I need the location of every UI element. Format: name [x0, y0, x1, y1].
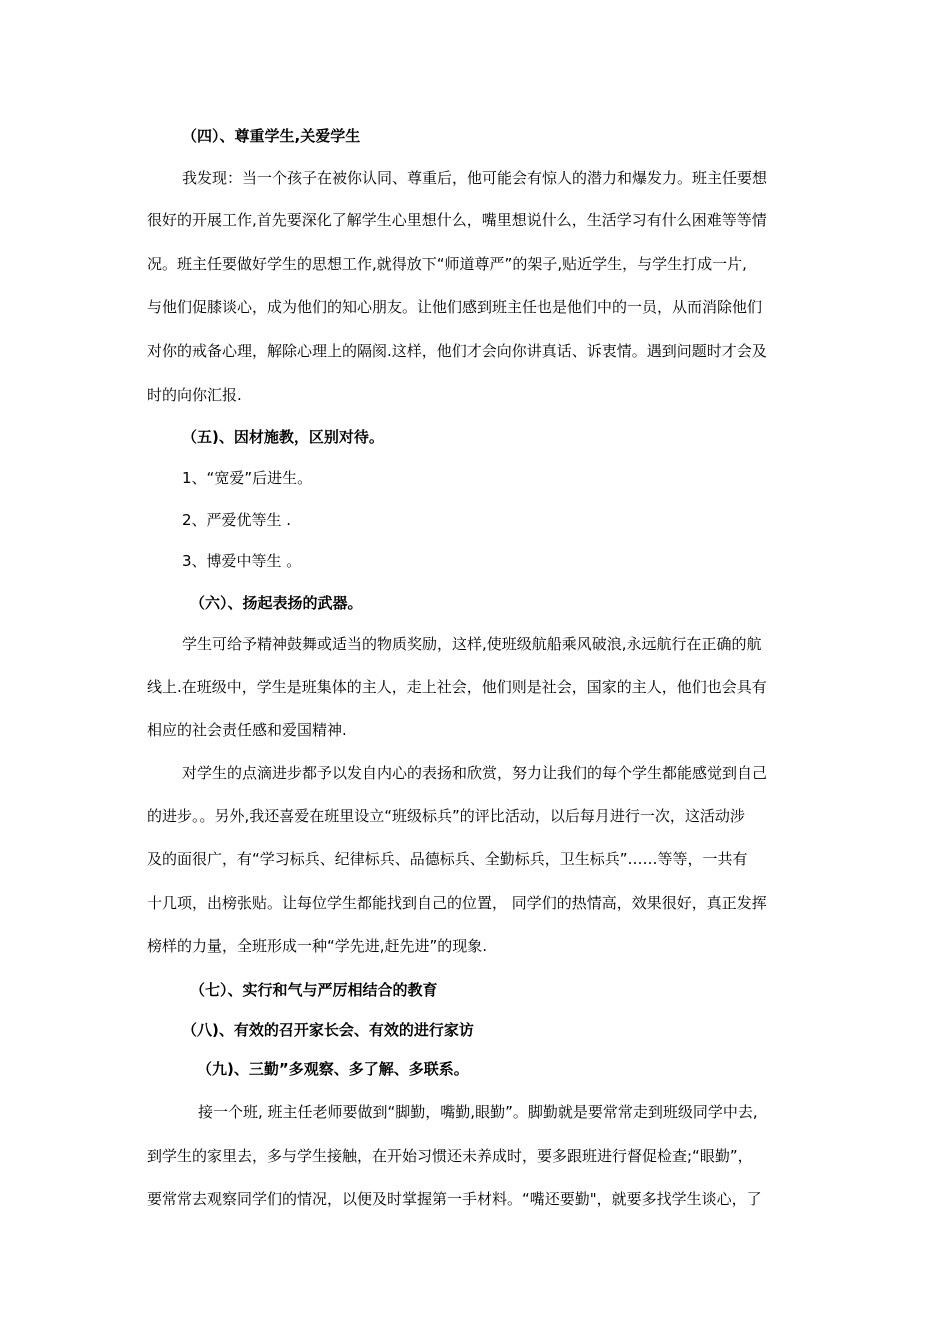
paragraph-line: 我发现：当一个孩子在被你认同、尊重后，他可能会有惊人的潜力和爆发力。班主任要想 — [182, 169, 768, 187]
list-item: 2、严爱优等生 . — [182, 511, 292, 529]
paragraph-line: 及的面很广，有“学习标兵、纪律标兵、品德标兵、全勤标兵，卫生标兵”……等等，一共有 — [147, 850, 748, 868]
paragraph-line: 线上.在班级中，学生是班集体的主人，走上社会，他们则是社会，国家的主人，他们也会具有 — [147, 678, 767, 696]
paragraph-line: 十几项，出榜张贴。让每位学生都能找到自己的位置， 同学们的热情高，效果很好，真正发挥 — [147, 894, 767, 912]
list-item: 3、博爱中等生 。 — [182, 552, 302, 570]
heading-4: （四）、尊重学生,关爱学生 — [182, 127, 361, 145]
paragraph-line: 学生可给予精神鼓舞或适当的物质奖励，这样,使班级航船乘风破浪,永远航行在正确的航 — [182, 635, 762, 653]
paragraph-line: 要常常去观察同学们的情况，以便及时掌握第一手材料。“嘴还要勤"，就要多找学生谈心，了 — [147, 1190, 762, 1208]
paragraph-line: 很好的开展工作,首先要深化了解学生心里想什么，嘴里想说什么，生活学习有什么困难等等情 — [147, 211, 767, 229]
heading-6: （六）、扬起表扬的武器。 — [190, 594, 363, 612]
paragraph-line: 对你的戒备心理，解除心理上的隔阂.这样，他们才会向你讲真话、诉衷情。遇到问题时才会及 — [147, 342, 767, 360]
paragraph-line: 到学生的家里去，多与学生接触，在开始习惯还未养成时，要多跟班进行督促检查;“眼勤”， — [147, 1147, 753, 1165]
paragraph-line: 时的向你汇报. — [147, 386, 242, 404]
paragraph-line: 对学生的点滴进步都予以发自内心的表扬和欣赏，努力让我们的每个学生都能感觉到自己 — [182, 764, 768, 782]
paragraph-line: 与他们促膝谈心，成为他们的知心朋友。让他们感到班主任也是他们中的一员，从而消除他们 — [147, 298, 763, 316]
paragraph-line: 榜样的力量，全班形成一种“学先进,赶先进”的现象. — [147, 937, 488, 955]
paragraph-line: 相应的社会责任感和爱国精神. — [147, 721, 347, 739]
paragraph-line: 接一个班, 班主任老师要做到“脚勤，嘴勤,眼勤”。脚勤就是要常常走到班级同学中去, — [198, 1103, 758, 1121]
paragraph-line: 况。班主任要做好学生的思想工作,就得放下“师道尊严”的架子,贴近学生，与学生打成一片, — [147, 255, 747, 273]
heading-7: （七）、实行和气与严厉相结合的教育 — [190, 981, 438, 999]
heading-9: （九)、三勤”多观察、多了解、多联系。 — [197, 1060, 469, 1078]
paragraph-line: 的进步。。另外,我还喜爱在班里设立“班级标兵”的评比活动，以后每月进行一次，这活动涉 — [147, 807, 745, 825]
list-item: 1、“宽爱”后进生。 — [182, 469, 313, 487]
heading-8: （八)、有效的召开家长会、有效的进行家访 — [182, 1021, 474, 1039]
heading-5: （五)、因材施教，区别对待。 — [182, 428, 384, 446]
